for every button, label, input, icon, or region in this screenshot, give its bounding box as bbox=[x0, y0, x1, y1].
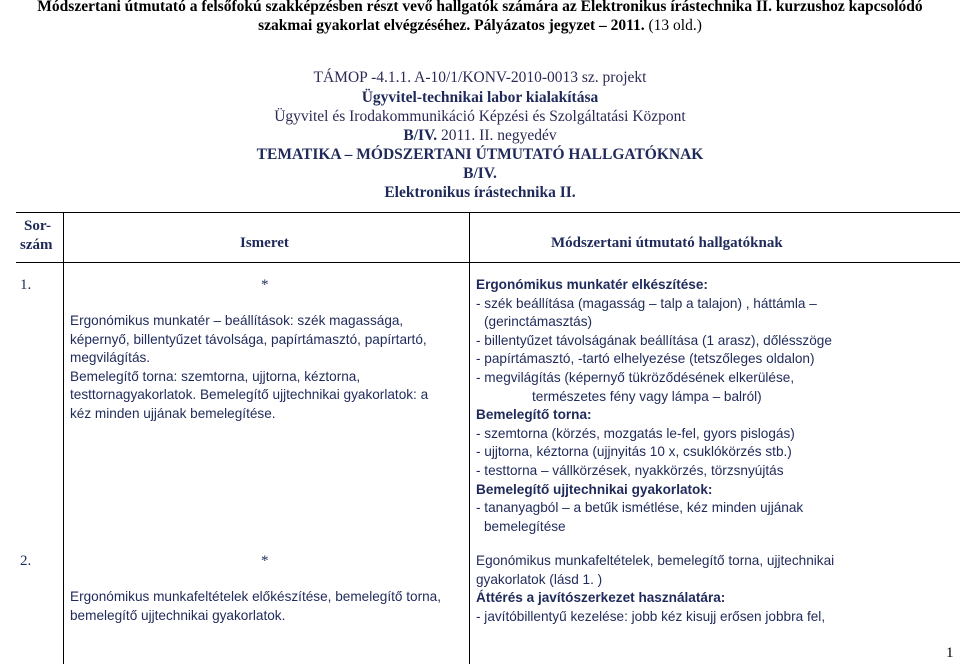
row-2-star: * bbox=[261, 553, 269, 569]
row-1-guide bbox=[476, 276, 832, 536]
row-1-guide-line: - tananyagból – a betűk ismétlése, kéz minden ujjának bbox=[476, 500, 804, 516]
row-1-knowledge-line: megvilágítás. bbox=[70, 350, 151, 366]
row-1-guide-heading: Ergonómikus munkatér elkészítése: bbox=[476, 277, 708, 292]
row-2-guide-line: gyakorlatok (lásd 1. ) bbox=[476, 571, 603, 587]
subject-title: Elektronikus írástechnika II. bbox=[384, 184, 576, 201]
level-title: B/IV. bbox=[463, 165, 497, 182]
row-1-guide-line: bemelegítése bbox=[484, 518, 566, 534]
row-1-guide-line: - megvilágítás (képernyő tükröződésének elkerülése, bbox=[476, 369, 795, 385]
row-1-guide-line: - szék beállítása (magasság – talp a talajon) , háttámla – bbox=[476, 295, 817, 311]
project-period bbox=[0, 126, 960, 145]
row-1-knowledge-line: kéz minden ujjának bemelegítése. bbox=[70, 405, 276, 421]
row-1-number: 1. bbox=[20, 277, 32, 293]
document-header-line-2-bold: szakmai gyakorlat elvégzéséhez. Pályázatos jegyzet – 2011. bbox=[258, 17, 645, 34]
row-1-guide-line: természetes fény vagy lámpa – balról) bbox=[532, 388, 762, 404]
project-period-level: B/IV. bbox=[403, 127, 438, 144]
header-row-number bbox=[20, 217, 53, 254]
row-1-knowledge-line: testtornagyakorlatok. Bemelegítő ujjtechnikai gyakorlatok: a bbox=[70, 387, 429, 403]
row-2-number: 2. bbox=[20, 553, 32, 569]
row-2-guide bbox=[476, 552, 834, 626]
row-1-guide-line: - ujjtorna, kéztorna (ujjnyitás 10 x, csuklókörzés stb.) bbox=[476, 444, 792, 460]
row-1-guide-heading: Bemelegítő ujjtechnikai gyakorlatok: bbox=[476, 481, 713, 497]
row-2-knowledge bbox=[70, 588, 441, 625]
table-col-divider-1 bbox=[63, 212, 64, 664]
header-row-number-line-1: Sor- bbox=[24, 218, 51, 234]
table-top-border bbox=[16, 212, 960, 213]
row-1-knowledge-line: képernyő, billentyűzet távolsága, papírtámasztó, papírtartó, bbox=[70, 331, 427, 347]
row-1-knowledge-line: Bemelegítő torna: szemtorna, ujjtorna, kéztorna, bbox=[70, 368, 361, 384]
header-knowledge: Ismeret bbox=[240, 235, 289, 251]
project-center: Ügyvitel és Irodakommunikáció Képzési és Szolgáltatási Központ bbox=[274, 108, 686, 125]
table-header-border bbox=[16, 262, 960, 263]
row-2-guide-line: - javítóbillentyű kezelése: jobb kéz kisujj erősen jobbra fel, bbox=[476, 608, 826, 624]
header-row-number-line-2: szám bbox=[20, 236, 53, 253]
row-1-knowledge bbox=[70, 312, 428, 424]
row-1-guide-line: - billentyűzet távolságának beállítása (1 arasz), dőlésszöge bbox=[476, 332, 832, 348]
row-1-guide-line: (gerinctámasztás) bbox=[484, 314, 593, 330]
row-1-guide-line: - szemtorna (körzés, mozgatás le-fel, gyors pislogás) bbox=[476, 425, 795, 441]
page-number: 1 bbox=[946, 645, 954, 661]
row-1-knowledge-line: Ergonómikus munkatér – beállítások: szék magassága, bbox=[70, 313, 404, 328]
document-header-line-1: Módszertani útmutató a felsőfokú szakképzésben részt vevő hallgatók számára az Elektronikus írástechnika II. kurzushoz kapcsolódó bbox=[37, 0, 923, 15]
tematika-title: TEMATIKA – MÓDSZERTANI ÚTMUTATÓ HALLGATÓKNAK bbox=[256, 146, 704, 163]
document-header-line-2 bbox=[0, 16, 960, 35]
project-period-rest: 2011. II. negyedév bbox=[437, 127, 557, 144]
project-title: Ügyvitel-technikai labor kialakítása bbox=[361, 89, 599, 106]
row-1-guide-heading: Bemelegítő torna: bbox=[476, 407, 592, 423]
row-2-guide-line: Egonómikus munkafeltételek, bemelegítő torna, ujjtechnikai bbox=[476, 553, 835, 568]
project-code: TÁMOP -4.1.1. A-10/1/KONV-2010-0013 sz. projekt bbox=[313, 69, 647, 86]
row-1-guide-line: - testtorna – vállkörzések, nyakkörzés, törzsnyújtás bbox=[476, 462, 784, 478]
row-2-knowledge-line: bemelegítő ujjtechnikai gyakorlatok. bbox=[70, 607, 286, 623]
row-2-guide-heading: Áttérés a javítószerkezet használatára: bbox=[476, 590, 726, 606]
header-guide: Módszertani útmutató hallgatóknak bbox=[551, 235, 783, 251]
row-1-guide-line: - papírtámasztó, -tartó elhelyezése (tetszőleges oldalon) bbox=[476, 351, 815, 367]
row-2-knowledge-line: Ergonómikus munkafeltételek előkészítése, bemelegítő torna, bbox=[70, 589, 442, 604]
table-col-divider-2 bbox=[469, 212, 470, 664]
document-header-line-2-pages: (13 old.) bbox=[644, 17, 702, 34]
row-1-star: * bbox=[261, 277, 269, 293]
